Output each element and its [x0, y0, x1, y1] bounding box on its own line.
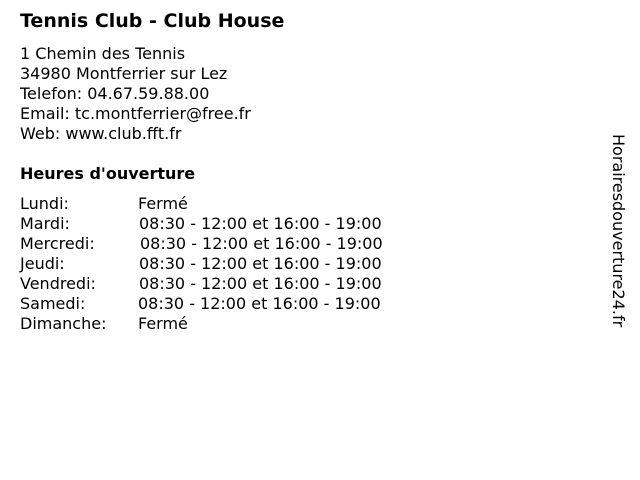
- day-label: Jeudi:: [20, 254, 65, 273]
- address-city: 34980 Montferrier sur Lez: [20, 64, 228, 83]
- day-hours: 08:30 - 12:00 et 16:00 - 19:00: [140, 234, 383, 253]
- day-label: Lundi:: [20, 194, 69, 213]
- email-text: Email: tc.montferrier@free.fr: [20, 104, 251, 123]
- day-label: Mardi:: [20, 214, 70, 233]
- day-hours: 08:30 - 12:00 et 16:00 - 19:00: [139, 214, 382, 233]
- hours-heading: Heures d'ouverture: [20, 164, 196, 183]
- day-label: Vendredi:: [20, 274, 96, 293]
- address-street: 1 Chemin des Tennis: [20, 44, 186, 63]
- day-hours: Fermé: [138, 194, 188, 213]
- phone-text: Telefon: 04.67.59.88.00: [20, 84, 210, 103]
- day-hours: 08:30 - 12:00 et 16:00 - 19:00: [139, 254, 382, 273]
- day-label: Mercredi:: [20, 234, 95, 253]
- day-label: Samedi:: [20, 294, 86, 313]
- web-text: Web: www.club.fft.fr: [20, 124, 182, 143]
- day-hours: 08:30 - 12:00 et 16:00 - 19:00: [139, 274, 382, 293]
- site-watermark: Horairesdouverture24.fr: [609, 134, 628, 328]
- day-hours: Fermé: [138, 314, 188, 333]
- page-title: Tennis Club - Club House: [20, 10, 285, 32]
- day-hours: 08:30 - 12:00 et 16:00 - 19:00: [138, 294, 381, 313]
- day-label: Dimanche:: [20, 314, 107, 333]
